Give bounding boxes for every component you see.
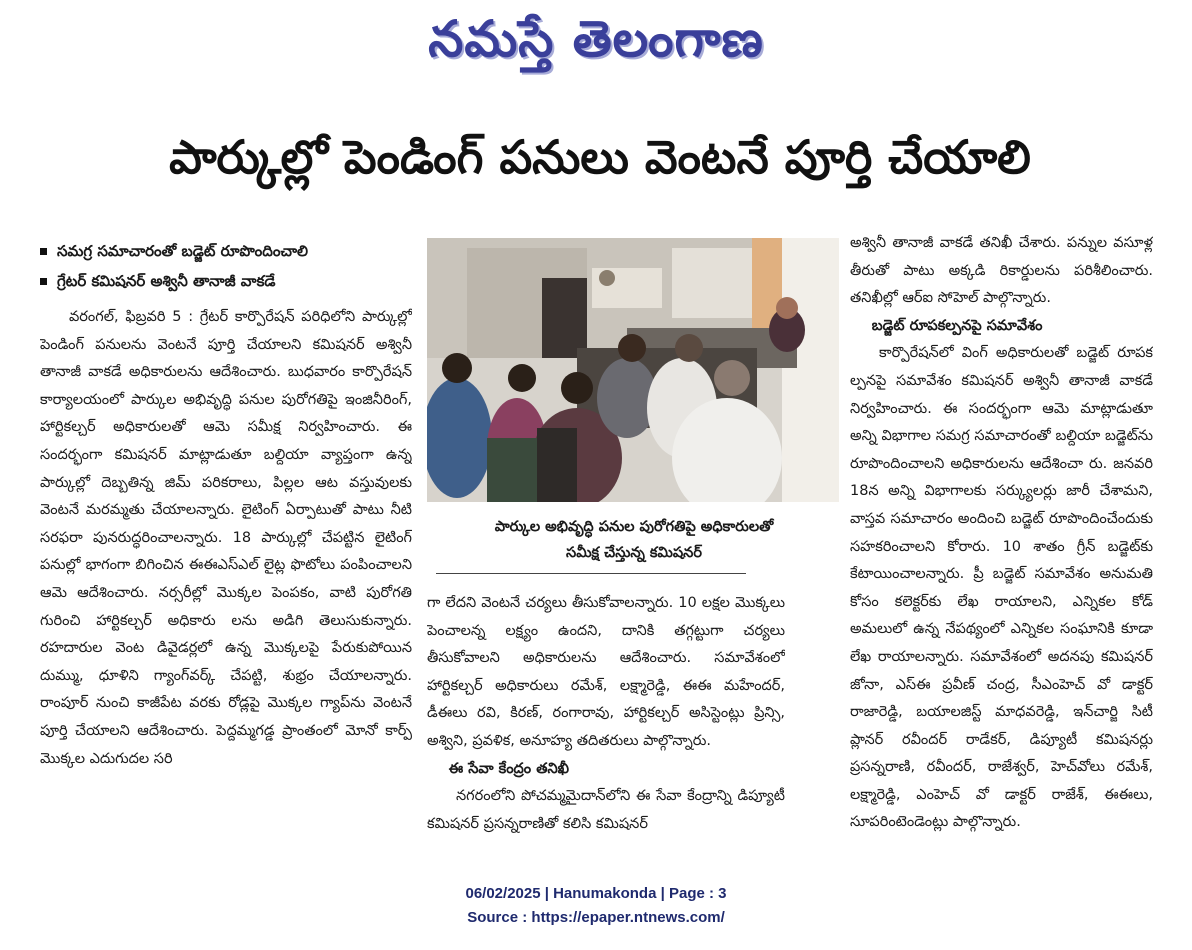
photo-caption: పార్కుల అభివృద్ధి పనుల పురోగతిపై అధికారులతో సమీక్ష చేస్తున్న కమిషనర్ [494, 519, 774, 561]
article-column-3 [850, 230, 1153, 860]
section-subhead: బడ్జెట్ రూపకల్పనపై సమావేశం [871, 317, 1043, 334]
meeting-photo-illustration [427, 238, 839, 502]
newspaper-logo: నమస్తే తెలంగాణ [428, 10, 764, 68]
article-paragraph: వరంగల్, ఫిబ్రవరి 5 : గ్రేటర్ కార్పొరేషన్ పరిధిలోని పార్కుల్లో పెండింగ్ పనులను వెంటనే పూర్తి చేయాలని కమిషనర్ అశ్వినీ తానాజీ వాకడే అధికారులను ఆదేశించారు. బుధవారం కార్పొరేషన్ కార్యాలయంలో పార్కుల అభివృద్ధి పనుల పురోగతిపై ఇంజినీరింగ్, హార్టికల్చర్ అధికారులతో ఆమె సమీక్ష నిర్వహించారు. ఈ సందర్భంగా కమిషనర్ మాట్లాడుతూ బల్దియా వ్యాప్తంగా ఉన్న పార్కుల్లో దెబ్బతిన్న జిమ్ పరికరాలు, పిల్లల ఆట వస్తువులకు వెంటనే మరమ్మతు చేయాలన్నారు. లైటింగ్ ఏర్పాటుతో పాటు నీటి సరఫరా పునరుద్ధరించాలన్నారు. 18 పార్కుల్లో చేపట్టిన లైటింగ్ పనుల్లో భాగంగా బిగించిన ఈఈఎస్ఎల్ లైట్ల ఫొటోలు పంపించాలని ఆమె ఆదేశించారు. నర్సరీల్లో మొక్కల పెంపకం, వాటి పురోగతి గురించి హార్టికల్చర్ అధికారు లను అడిగి తెలుసుకున్నారు. రహదారుల వెంట డివైడర్లలో ఉన్న మొక్కలపై పేరుకుపోయిన దుమ్ము, ధూళిని గ్యాంగ్‌వర్క్ చేపట్టి, శుభ్రం చేయాలన్నారు. రాంపూర్ నుంచి కాజీపేట వరకు రోడ్లపై మొక్కల గ్యాప్‌ను వెంటనే పూర్తి చేయాలని ఆదేశించారు. పెద్దమ్మగడ్డ ప్రాంతంలో మోనో కార్ప్ మొక్కల ఎదుగుదల సరి [40, 309, 412, 767]
page-footer [0, 882, 1192, 930]
article-column-2 [427, 590, 785, 860]
subheadline-list [40, 236, 420, 296]
article-paragraph: కార్పొరేషన్‌లో వింగ్ అధికారులతో బడ్జెట్ రూపక ల్పనపై సమావేశం కమిషనర్ అశ్వినీ తానాజీ వాకడే నిర్వహించారు. ఈ సందర్భంగా ఆమె మాట్లాడుతూ అన్ని విభాగాల సమగ్ర సమాచారంతో బల్దియా బడ్జెట్‌ను రూపొందించాలని అధికారులను ఆదేశించా రు. జనవరి 18న అన్ని విభాగాలకు సర్క్యులర్లు జారీ చేశామని, వాస్తవ సమాచారం అందించి బడ్జెట్ రూపొందించేందుకు సహకరించాలని కోరారు. 10 శాతం గ్రీన్ బడ్జెట్‌కు కేటాయించాలన్నారు. ప్రీ బడ్జెట్ సమావేశం అనుమతి కోసం కలెక్టర్‌కు లేఖ రాయాలని, ఎన్నికల కోడ్ అమలులో ఉన్న నేపథ్యంలో ఎన్నికల సంఘానికి కూడా లేఖ రాయాలన్నారు. సమావేశంలో అదనపు కమిషనర్ జోనా, ఎస్ఈ ప్రవీణ్ చంద్ర, సీఎంహెచ్ వో డాక్టర్ రాజారెడ్డి, బయాలజిస్ట్ మాధవరెడ్డి, ఇన్‌చార్జి సిటీ ప్లానర్ రవీందర్ రాడేకర్, డిప్యూటీ కమిషనర్లు ప్రసన్నరాణి, రవీందర్, రాజేశ్వర్, హెచ్‌వోలు రమేశ్, లక్ష్మారెడ్డి, ఎంహెచ్ వో డాక్టర్ రాజేశ్, ఈఈలు, సూపరింటెండెంట్లు పాల్గొన్నారు. [850, 345, 1153, 831]
meeting-photo [427, 238, 839, 502]
footer-source-link[interactable]: Source : https://epaper.ntnews.com/ [467, 909, 725, 926]
article-paragraph: అశ్వినీ తానాజీ వాకడే తనిఖీ చేశారు. పన్నుల వసూళ్ల తీరుతో పాటు అక్కడి రికార్డులను పరిశీలించారు. తనిఖీల్లో ఆర్ఐ సోహెల్ పాల్గొన్నారు. [850, 235, 1153, 307]
footer-edition-info: 06/02/2025 | Hanumakonda | Page : 3 [465, 885, 727, 902]
bullet-square-icon [40, 248, 47, 255]
article-paragraph: గా లేదని వెంటనే చర్యలు తీసుకోవాలన్నారు. 10 లక్షల మొక్కలు పెంచాలన్న లక్ష్యం ఉందని, దానికి తగ్గట్టుగా చర్యలు తీసుకోవాలని అధికారులను ఆదేశించారు. సమావేశంలో హార్టికల్చర్ అధికారులు రమేశ్, లక్ష్మారెడ్డి, ఈఈ మహేందర్, డీఈలు రవి, కిరణ్, రంగారావు, హార్టికల్చర్ అసిస్టెంట్లు ప్రిన్సి, అశ్విని, ప్రవళిక, అనూహ్య తదితరులు పాల్గొన్నారు. [427, 595, 785, 749]
caption-divider [436, 573, 746, 574]
masthead [0, 4, 1192, 82]
section-subhead: ఈ సేవా కేంద్రం తనిఖీ [448, 760, 570, 777]
subheadline-item: సమగ్ర సమాచారంతో బడ్జెట్ రూపొందించాలి [40, 236, 420, 266]
bullet-square-icon [40, 278, 47, 285]
article-column-1 [40, 304, 412, 864]
article-headline: పార్కుల్లో పెండింగ్ పనులు వెంటనే పూర్తి చేయాలి [169, 130, 1031, 184]
article-paragraph: నగరంలోని పోచమ్మమైదాన్‌లోని ఈ సేవా కేంద్రాన్ని డిప్యూటీ కమిషనర్ ప్రసన్నరాణితో కలిసి కమిషనర్ [427, 788, 785, 832]
subheadline-item: గ్రేటర్ కమిషనర్ అశ్వినీ తానాజీ వాకడే [40, 266, 420, 296]
